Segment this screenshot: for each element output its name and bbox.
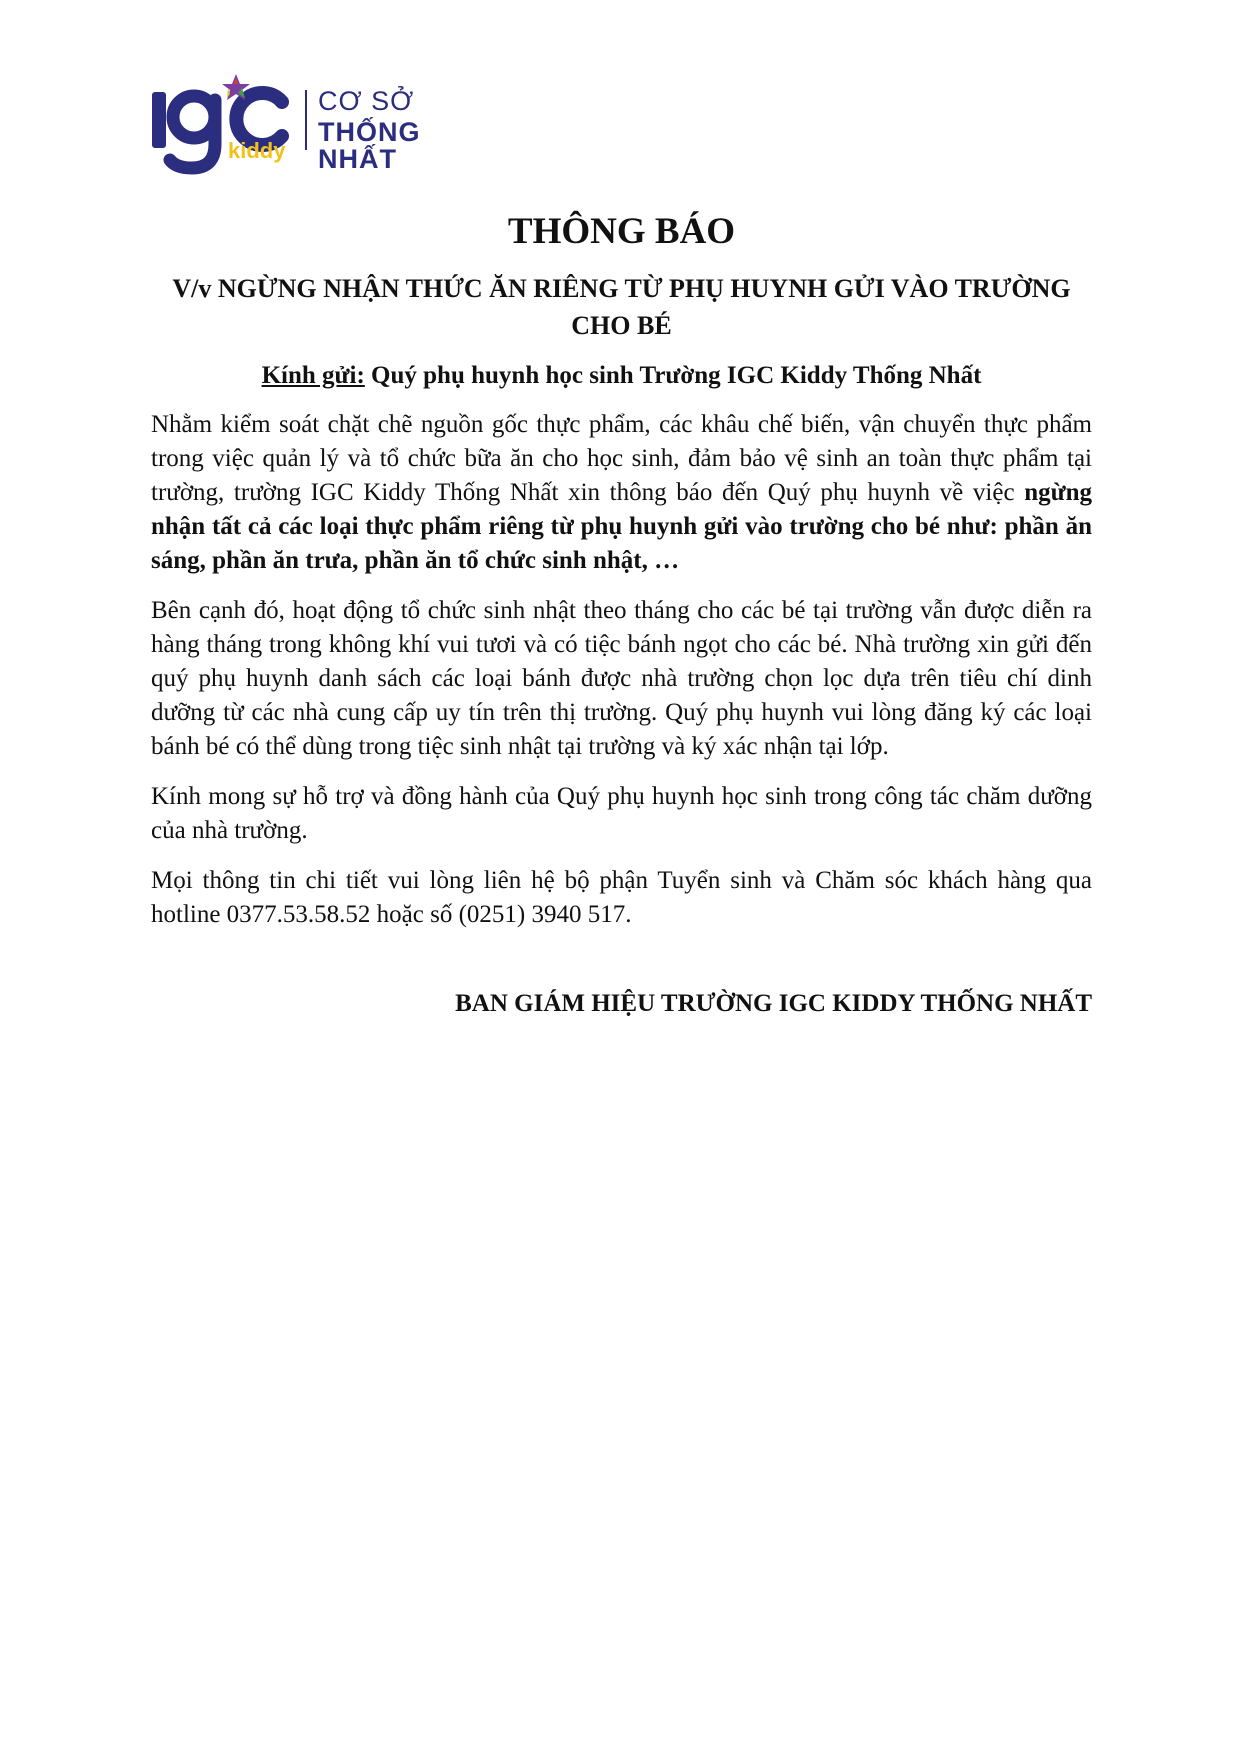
greeting-line (151, 356, 1092, 396)
greeting-label: Kính gửi: (261, 362, 365, 390)
document-title: THÔNG BÁO (507, 211, 736, 252)
document-body (151, 210, 1092, 1021)
paragraph-1-bold: ngừng nhận tất cả các loại thực phẩm riêng từ phụ huynh gửi vào trường cho bé như: phần ăn sáng, phần ăn trưa, phần ăn tổ chức sinh nhật, … (151, 479, 1092, 575)
paragraph-4: Mọi thông tin chi tiết vui lòng liên hệ bộ phận Tuyển sinh và Chăm sóc khách hàng qua hotline 0377.53.58.52 hoặc số (0251) 3940 517. (151, 867, 1092, 929)
paragraph-2: Bên cạnh đó, hoạt động tổ chức sinh nhật theo tháng cho các bé tại trường vẫn được diễn ra hàng tháng trong không khí vui tươi và có tiệc bánh ngọt cho các bé. Nhà trường xin gửi đến quý phụ huynh danh sách các loại bánh được nhà trường chọn lọc dựa trên tiêu chí dinh dưỡng từ các nhà cung cấp uy tín trên thị trường. Quý phụ huynh vui lòng đăng ký các loại bánh bé có thể dùng trong tiệc sinh nhật tại trường và ký xác nhận tại lớp. (151, 597, 1092, 761)
logo-kiddy-text: kiddy (228, 138, 286, 163)
greeting-recipient: Quý phụ huynh học sinh Trường IGC Kiddy Thống Nhất (371, 362, 982, 390)
paragraph-3: Kính mong sự hỗ trợ và đồng hành của Quý phụ huynh học sinh trong công tác chăm dưỡng của nhà trường. (151, 783, 1092, 845)
school-logo (150, 72, 490, 177)
logo-campus-name: THỐNG NHẤT (318, 117, 421, 174)
document-subtitle: V/v NGỪNG NHẬN THỨC ĂN RIÊNG TỪ PHỤ HUYNH GỬI VÀO TRƯỜNG CHO BÉ (172, 274, 1071, 341)
paragraph-1-text: Nhằm kiểm soát chặt chẽ nguồn gốc thực phẩm, các khâu chế biến, vận chuyển thực phẩm trong việc quản lý và tổ chức bữa ăn cho học sinh, đảm bảo vệ sinh an toàn thực phẩm tại trường, trường IGC Kiddy Thống Nhất xin thông báo đến Quý phụ huynh về việc (151, 411, 1092, 507)
paragraph-1 (151, 408, 1092, 578)
logo-divider (305, 90, 307, 150)
logo-campus-label: CƠ SỞ (318, 86, 415, 116)
signature-block: BAN GIÁM HIỆU TRƯỜNG IGC KIDDY THỐNG NHẤT (455, 990, 1092, 1018)
igc-kiddy-logo-mark (150, 72, 300, 177)
